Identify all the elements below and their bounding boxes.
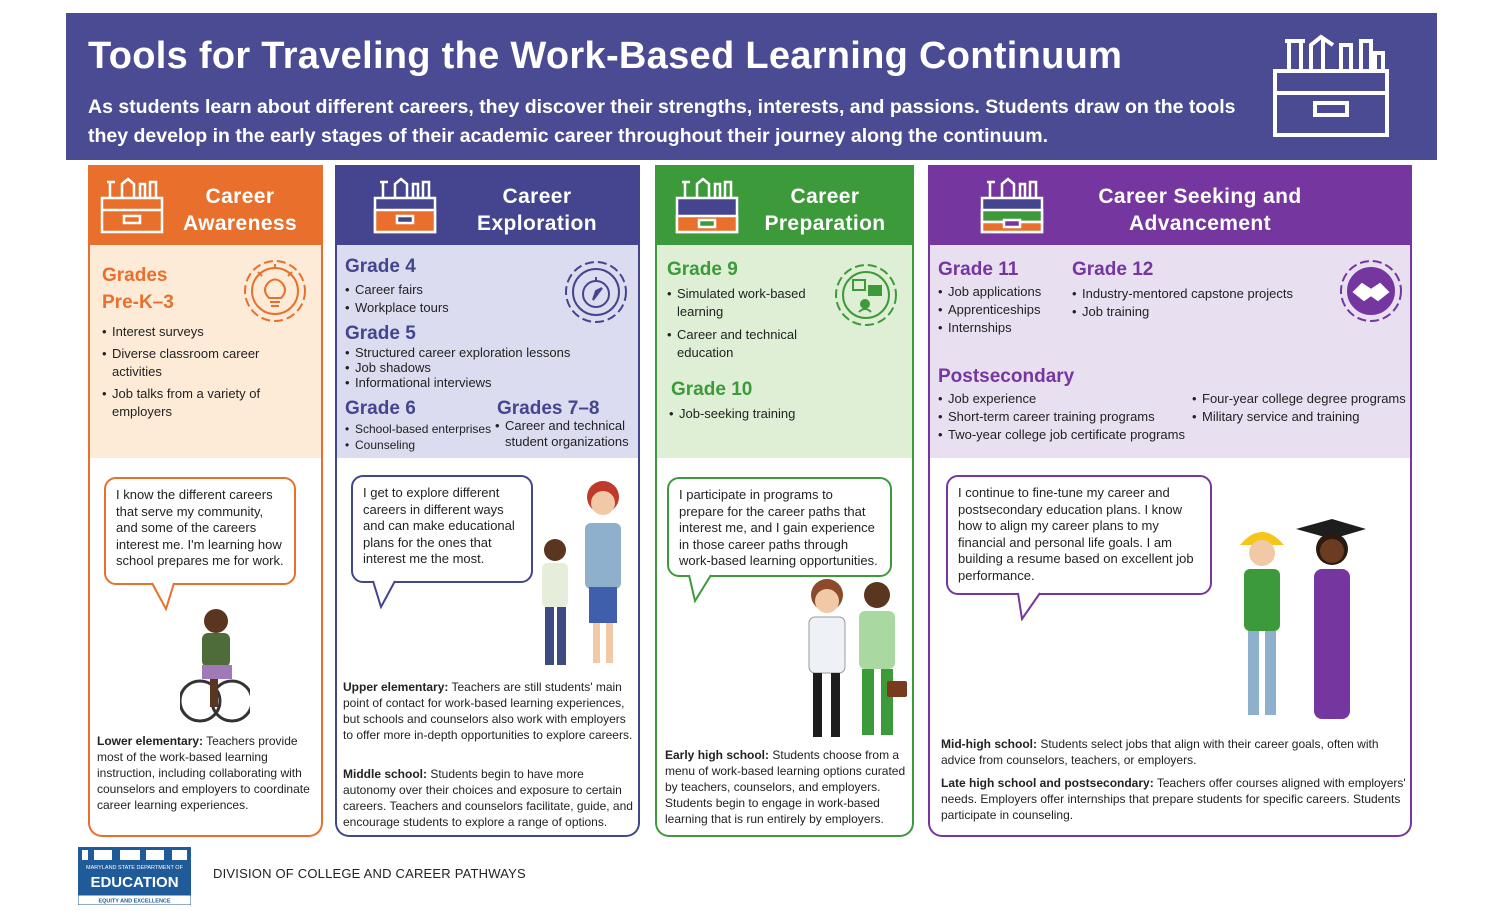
logo-graphic <box>78 847 191 905</box>
desc-text: Students select jobs that align with their career goals, often with advice from counselors, teachers, or employers. <box>941 737 1379 767</box>
student-in-wheelchair-illustration <box>180 605 250 725</box>
list-item: • Internships <box>938 319 1078 337</box>
desc-text: Teachers provide most of the work-based learning instruction, including collaborating with counselors and employers to coordinate career learning experiences. <box>97 734 310 812</box>
list-item: • Career and technical education <box>667 326 827 362</box>
desc-label: Middle school: <box>343 767 427 781</box>
quote-bubble: I participate in programs to prepare for the career paths that interest me, and I gain experience in those career paths through work-based learning opportunities. <box>667 477 892 577</box>
list-item: • Structured career exploration lessons <box>345 345 625 360</box>
quote-bubble: I continue to fine-tune my career and postsecondary education plans. I know how to align my career plans to my financial and personal life goals. I am building a resume based on excellent job performance. <box>946 475 1212 595</box>
quote-bubble: I get to explore different careers in different ways and can make educational plans for the ones that interest me the most. <box>351 475 533 583</box>
list-item: • Job-seeking training <box>669 405 869 423</box>
column-header <box>90 165 321 245</box>
network-icon <box>827 256 905 334</box>
grade-label: Grade 10 <box>671 379 753 400</box>
speech-tail <box>371 579 401 609</box>
list-item: • Interest surveys <box>102 323 312 341</box>
logo-text-line1: MARYLAND STATE DEPARTMENT OF <box>86 865 183 871</box>
desc-label: Late high school and postsecondary: <box>941 776 1154 790</box>
students-illustration <box>797 575 907 745</box>
column-career-awareness <box>88 165 323 837</box>
list-item: • Informational interviews <box>345 375 625 390</box>
msde-logo <box>78 847 191 905</box>
toolbox-icon <box>980 176 1044 236</box>
logo-text-line3: EQUITY AND EXCELLENCE <box>98 898 171 905</box>
grades-band <box>90 245 321 458</box>
speech-tail <box>150 581 180 611</box>
toolbox-icon <box>1271 31 1391 139</box>
toolbox-icon <box>100 176 164 236</box>
column-career-seeking <box>928 165 1412 837</box>
desc-text: Teachers are still students' main point of contact for work-based learning experiences, but schools and counselors also work with employers to offer more in-depth opportunities to explore careers. <box>343 680 633 742</box>
column-header <box>930 165 1410 245</box>
column-title-line2: Preparation <box>764 212 886 235</box>
desc-text: Teachers offer courses aligned with employers' needs. Employers offer internships that prepare students for specific careers. Students participate in counseling. <box>941 776 1406 822</box>
lightbulb-icon <box>236 252 314 330</box>
column-career-preparation <box>655 165 914 837</box>
list-item: • Diverse classroom career activities <box>102 345 312 381</box>
list-item: • Job shadows <box>345 360 625 375</box>
desc-label: Mid-high school: <box>941 737 1037 751</box>
column-title-line2: Advancement <box>1128 212 1272 235</box>
list-item: • Job experience <box>938 390 1188 408</box>
page-title: Tools for Traveling the Work-Based Learning Continuum <box>88 35 1123 77</box>
grade-label: Grade 4 <box>345 256 416 277</box>
list-item: • Four-year college degree programs <box>1192 390 1408 408</box>
grades-band <box>657 245 912 458</box>
grade-label: Grade 6 <box>345 398 416 419</box>
desc-text: Students choose from a menu of work-based learning options curated by teachers, counselors, and employers. Students begin to engage in work-based learning that is run entirely by employers. <box>665 748 906 826</box>
column-title-line1: Career Seeking and <box>1098 185 1302 208</box>
students-illustration <box>527 475 637 675</box>
column-title-line1: Career <box>502 185 572 208</box>
speech-tail <box>1014 591 1044 621</box>
page-subtitle: As students learn about different careers, they discover their strengths, interests, and passions. Students draw on the tools they develop in the early stages of their academic career throughout their journey along the continuum. <box>88 96 1236 147</box>
grade-label: Grades <box>102 265 168 286</box>
list-item: • School-based enterprises <box>345 421 495 437</box>
toolbox-icon <box>373 176 437 236</box>
column-title-line1: Career <box>205 185 275 208</box>
desc-label: Early high school: <box>665 748 770 762</box>
list-item: • Career and technical student organizations <box>495 418 635 450</box>
grade-label: Grade 11 <box>938 259 1019 280</box>
column-title-line2: Exploration <box>477 212 597 235</box>
column-title-line1: Career <box>790 185 860 208</box>
list-item: • Short-term career training programs <box>938 408 1188 426</box>
list-item: • Simulated work-based learning <box>667 285 827 321</box>
grades-band <box>930 245 1410 458</box>
grade-label: Grades 7–8 <box>497 398 600 419</box>
column-header <box>657 165 912 245</box>
list-item: • Career fairs <box>345 281 545 299</box>
list-item: • Two-year college job certificate programs <box>938 426 1188 444</box>
list-item: • Job training <box>1072 303 1322 321</box>
grades-band <box>337 245 638 458</box>
compass-icon <box>557 253 635 331</box>
grade-label: Grade 12 <box>1072 259 1154 280</box>
desc-label: Lower elementary: <box>97 734 204 748</box>
desc-text: Students begin to have more autonomy over their choices and exposure to certain careers. Teachers and counselors facilitate, guide, and encourage students to explore a range of options. <box>343 767 633 829</box>
header-banner <box>66 13 1437 160</box>
column-title-line2: Awareness <box>182 212 298 235</box>
grade-label: Postsecondary <box>938 366 1075 387</box>
logo-text-line2: EDUCATION <box>90 874 179 891</box>
list-item: • Job talks from a variety of employers <box>102 385 312 421</box>
handshake-icon <box>1332 252 1410 330</box>
list-item: • Industry-mentored capstone projects <box>1072 285 1322 303</box>
column-header <box>337 165 638 245</box>
grade-label: Grade 5 <box>345 323 416 344</box>
grade-label: Grade 9 <box>667 259 738 280</box>
footer-division-text: DIVISION OF COLLEGE AND CAREER PATHWAYS <box>213 866 526 881</box>
toolbox-icon <box>675 176 739 236</box>
grade-label: Pre-K–3 <box>102 292 174 313</box>
column-career-exploration <box>335 165 640 837</box>
desc-label: Upper elementary: <box>343 680 449 694</box>
list-item: • Workplace tours <box>345 299 545 317</box>
list-item: • Job applications <box>938 283 1078 301</box>
graduates-illustration <box>1226 515 1376 725</box>
quote-bubble: I know the different careers that serve my community, and some of the careers interest me. I'm learning how school prepares me for work. <box>104 477 296 585</box>
list-item: • Military service and training <box>1192 408 1408 426</box>
list-item: • Apprenticeships <box>938 301 1078 319</box>
speech-tail <box>687 573 717 603</box>
list-item: • Counseling <box>345 437 495 453</box>
